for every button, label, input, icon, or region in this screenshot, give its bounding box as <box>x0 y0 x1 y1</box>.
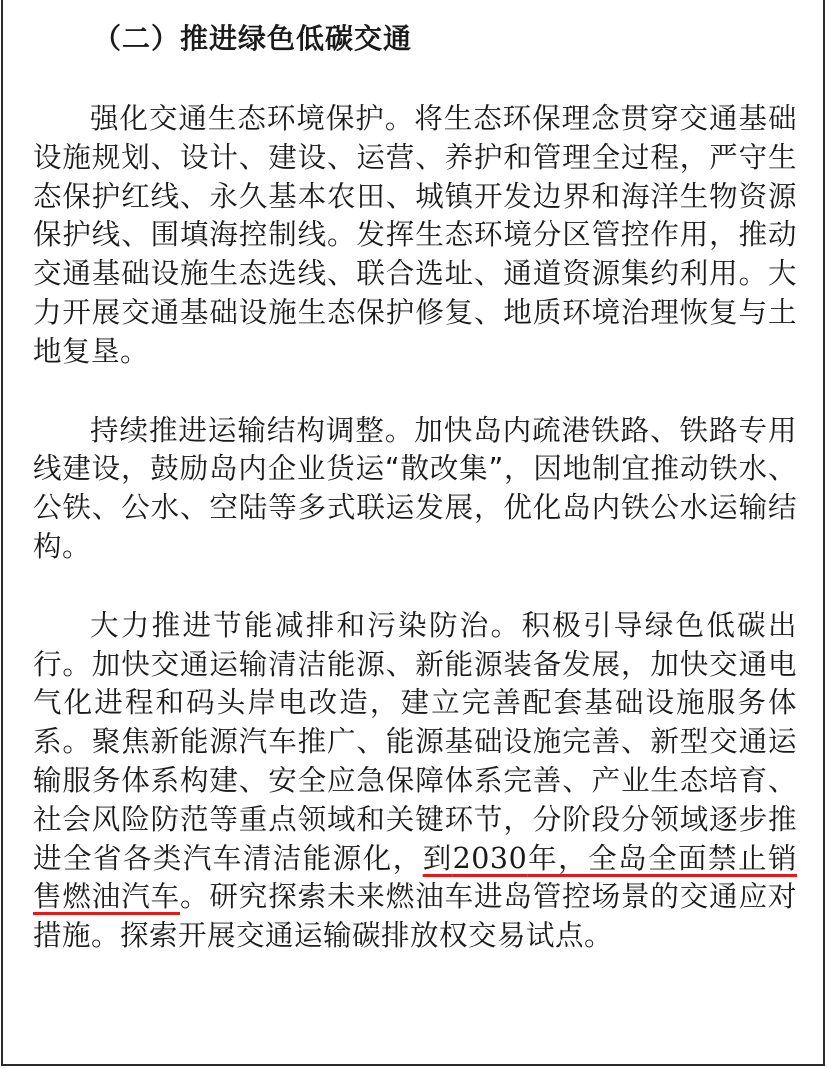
paragraph-eco-protection: 强化交通生态环境保护。将生态环保理念贯穿交通基础设施规划、设计、建设、运营、养护和管理全过程，严守生态保护红线、永久基本农田、城镇开发边界和海洋生物资源保护线、围填海控制线。发挥生态环境分区管控作用，推动交通基础设施生态选线、联合选址、通道资源集约利用。大力开展交通基础设施生态保护修复、地质环境治理恢复与土地复垦。 <box>33 102 797 368</box>
document-body <box>33 18 797 956</box>
paragraph-energy-saving <box>33 607 797 956</box>
highlight-prefix: 到 <box>422 841 453 875</box>
highlight-rest: 年，全岛全面禁止销售燃油汽车 <box>33 841 797 914</box>
paragraph-text-after: 。研究探索未来燃油车进岛管控场景的交通应对措施。探索开展交通运输碳排放权交易试点。 <box>33 880 797 953</box>
section-heading: （二）推进绿色低碳交通 <box>93 22 413 55</box>
highlight-year: 2030 <box>452 841 528 875</box>
paragraph-transport-structure: 持续推进运输结构调整。加快岛内疏港铁路、铁路专用线建设，鼓励岛内企业货运“散改集”，因地制宜推动铁水、公铁、公水、空陆等多式联运发展，优化岛内铁公水运输结构。 <box>33 413 797 563</box>
paragraph-text-before: 大力推进节能减排和污染防治。积极引导绿色低碳出行。加快交通运输清洁能源、新能源装备发展，加快交通电气化进程和码头岸电改造，建立完善配套基础设施服务体系。聚焦新能源汽车推广、能源基础设施完善、新型交通运输服务体系构建、安全应急保障体系完善、产业生态培育、社会风险防范等重点领域和关键环节，分阶段分领域逐步推进全省各类汽车清洁能源化， <box>33 608 797 875</box>
